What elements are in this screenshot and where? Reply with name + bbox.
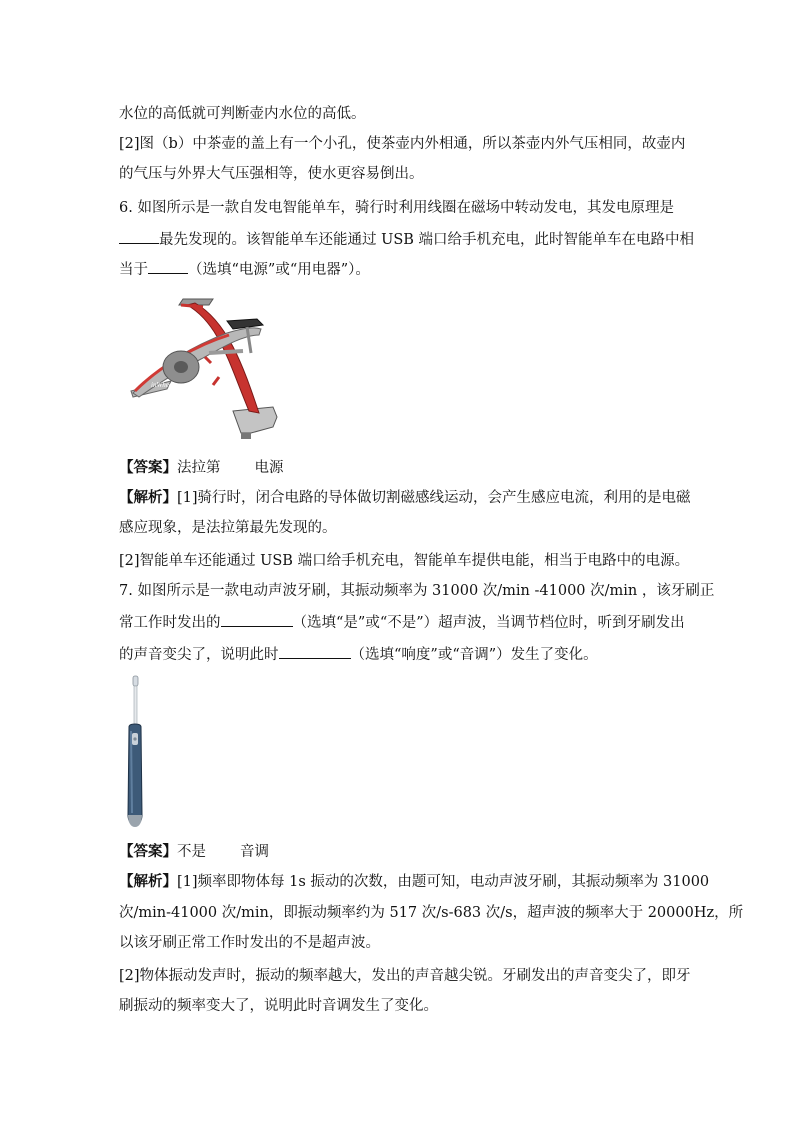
- analysis-7-line-1: [119, 872, 709, 892]
- text-line: 的气压与外界大气压强相等，使水更容易倒出。: [119, 166, 424, 182]
- answer-value: 不是: [177, 844, 206, 860]
- analysis-6-line-2: 感应现象，是法拉第最先发现的。: [119, 520, 337, 536]
- analysis-6-line-3: [2]智能单车还能通过 USB 端口给手机充电，智能单车提供电能，相当于电路中的电源。: [119, 553, 690, 569]
- analysis-7-line-5: 刷振动的频率变大了，说明此时音调发生了变化。: [119, 998, 438, 1014]
- answer-label: 【答案】: [119, 460, 177, 476]
- bike-logo: inWheel: [151, 381, 174, 389]
- answer-7: [119, 842, 269, 862]
- answer-blank: [279, 644, 351, 659]
- answer-blank: [221, 612, 293, 627]
- analysis-label: 【解析】: [119, 874, 177, 890]
- question-6-text: （选填“电源”或“用电器”）。: [188, 262, 370, 278]
- question-7-line-1: 7. 如图所示是一款电动声波牙刷，其振动频率为 31000 次/min -41000 次/min ，该牙刷正: [119, 583, 715, 599]
- question-6-line-2: [119, 229, 694, 250]
- question-6-text: 当于: [119, 262, 148, 278]
- question-6-line-3: [119, 259, 370, 280]
- analysis-text: [1]频率即物体每 1s 振动的次数，由题可知，电动声波牙刷，其振动频率为 31000: [177, 874, 710, 890]
- text-line: 水位的高低就可判断壶内水位的高低。: [119, 106, 366, 122]
- electric-toothbrush-image: [122, 675, 148, 829]
- question-7-text: 常工作时发出的: [119, 615, 221, 631]
- answer-value: 法拉第: [177, 460, 221, 476]
- question-6-line-1: 6. 如图所示是一款自发电智能单车，骑行时利用线圈在磁场中转动发电，其发电原理是: [119, 200, 674, 216]
- text-line: [2]图（b）中茶壶的盖上有一个小孔，使茶壶内外相通，所以茶壶内外气压相同，故壶内: [119, 136, 686, 152]
- analysis-7-line-2: 次/min-41000 次/min，即振动频率约为 517 次/s-683 次/s，超声波的频率大于 20000Hz，所: [119, 905, 744, 921]
- analysis-7-line-3: 以该牙刷正常工作时发出的不是超声波。: [119, 935, 380, 951]
- analysis-6-line-1: [119, 488, 691, 508]
- answer-6: [119, 458, 284, 478]
- answer-blank: [148, 259, 188, 274]
- question-7-line-3: [119, 644, 598, 665]
- analysis-text: [1]骑行时，闭合电路的导体做切割磁感线运动，会产生感应电流，利用的是电磁: [177, 490, 691, 506]
- analysis-label: 【解析】: [119, 490, 177, 506]
- answer-value: 音调: [240, 844, 269, 860]
- answer-blank: [119, 229, 159, 244]
- answer-value: 电源: [254, 460, 284, 476]
- question-7-text: 的声音变尖了，说明此时: [119, 647, 279, 663]
- question-7-text: （选填“响度”或“音调”）发生了变化。: [350, 647, 598, 663]
- analysis-7-line-4: [2]物体振动发声时，振动的频率越大，发出的声音越尖锐。牙刷发出的声音变尖了，即牙: [119, 968, 691, 984]
- question-7-text: （选填“是”或“不是”）超声波，当调节档位时，听到牙刷发出: [292, 615, 685, 631]
- question-7-line-2: [119, 612, 685, 633]
- answer-label: 【答案】: [119, 844, 177, 860]
- smart-bike-image: [123, 293, 283, 439]
- question-6-text: 最先发现的。该智能单车还能通过 USB 端口给手机充电，此时智能单车在电路中相: [159, 232, 695, 248]
